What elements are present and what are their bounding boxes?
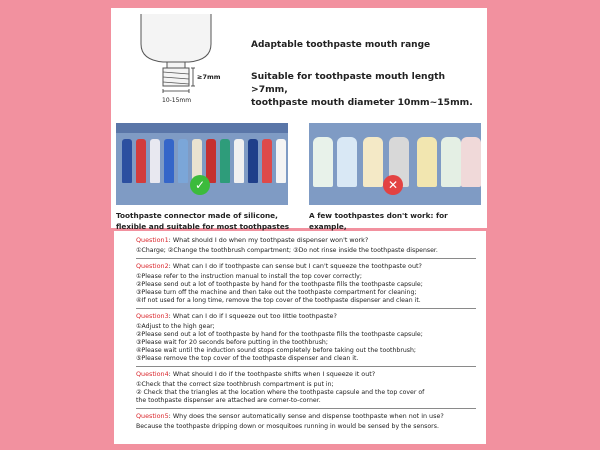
question-text: : What can I do if toothpaste can sense but I can't squeeze the toothpaste out? [168,262,422,270]
faq-answer [136,323,476,363]
faq-item-3 [136,312,476,367]
faq-question [136,262,476,271]
compatible-caption [116,210,294,232]
faq-item-4 [136,370,476,409]
faq-answer [136,423,476,431]
faq-answer [136,381,476,405]
answer-line: ①Adjust to the high gear; [136,323,215,330]
answer-line: ⑤Please remove the top cover of the toothpaste dispenser and clean it. [136,355,359,362]
question-text: : What should I do if the toothpaste shifts when I squeeze it out? [168,370,376,378]
answer-line: the toothpaste dispenser are attached are corner-to-corner. [136,397,321,404]
caption-right-line-1: A few toothpastes don't work: for example, [309,211,448,231]
mouth-length-label: ≥7mm [197,73,221,81]
faq-question [136,236,476,245]
question-number: Question2 [136,262,169,270]
answer-line: ②Please send out a lot of toothpaste by hand for the toothpaste fills the toothpaste capsule; [136,281,423,288]
faq-question [136,412,476,421]
answer-line: ④If not used for a long time, remove the top cover of the toothpaste dispenser and clean it. [136,297,421,304]
spec-line-1: Suitable for toothpaste mouth length >7mm, [251,71,446,95]
faq-panel [114,231,486,444]
question-number: Question1 [136,236,169,244]
faq-item-2 [136,262,476,309]
answer-line: ②Please send out a lot of toothpaste by hand for the toothpaste fills the toothpaste capsule; [136,331,423,338]
answer-line: ③Please turn off the machine and then take out the toothpaste compartment for cleaning; [136,289,417,296]
incompatible-toothpastes-photo [309,123,481,205]
question-number: Question5 [136,412,169,420]
question-number: Question4 [136,370,169,378]
compatible-toothpastes-photo [116,123,288,205]
answer-line: ①Charge; ②Change the toothbrush compartment; ③Do not rinse inside the toothpaste dispenser. [136,247,438,254]
faq-answer [136,273,476,305]
cross-icon: ✕ [383,175,403,195]
answer-line: ①Check that the correct size toothbrush compartment is put in; [136,381,334,388]
faq-question [136,312,476,321]
answer-line: ④Please wait until the induction sound stops completely before taking out the toothbrush; [136,347,417,354]
faq-answer [136,247,476,255]
faq-item-5 [136,412,476,434]
question-text: : What should I do when my toothpaste dispenser won't work? [168,236,369,244]
answer-line: ①Please refer to the instruction manual to install the top cover correctly; [136,273,362,280]
faq-question [136,370,476,379]
caption-left-line-1: Toothpaste connector made of silicone, [116,211,278,220]
caption-left-line-2: flexible and suitable for most toothpastes [116,222,290,231]
spec-text [251,70,483,109]
question-text: : What can I do if I squeeze out too little toothpaste? [168,312,337,320]
faq-item-1 [136,236,476,259]
check-icon: ✓ [190,175,210,195]
tube-nozzle-illustration [119,14,231,114]
spec-line-2: toothpaste mouth diameter 10mm~15mm. [251,97,473,108]
question-number: Question3 [136,312,169,320]
answer-line: ② Check that the triangles at the location where the toothpaste capsule and the top cover of [136,389,425,396]
toothpaste-mouth-diagram [119,14,231,114]
product-info-panel [111,8,487,231]
answer-line: ③Please wait for 20 seconds before putting in the toothbrush; [136,339,328,346]
question-text: : Why does the sensor automatically sense and dispense toothpaste when not in use? [168,412,444,420]
headline: Adaptable toothpaste mouth range [251,40,431,50]
answer-line: Because the toothpaste dripping down or mosquitoes running in would be sensed by the sensors. [136,423,439,430]
mouth-diameter-label: 10-15mm [162,97,192,104]
